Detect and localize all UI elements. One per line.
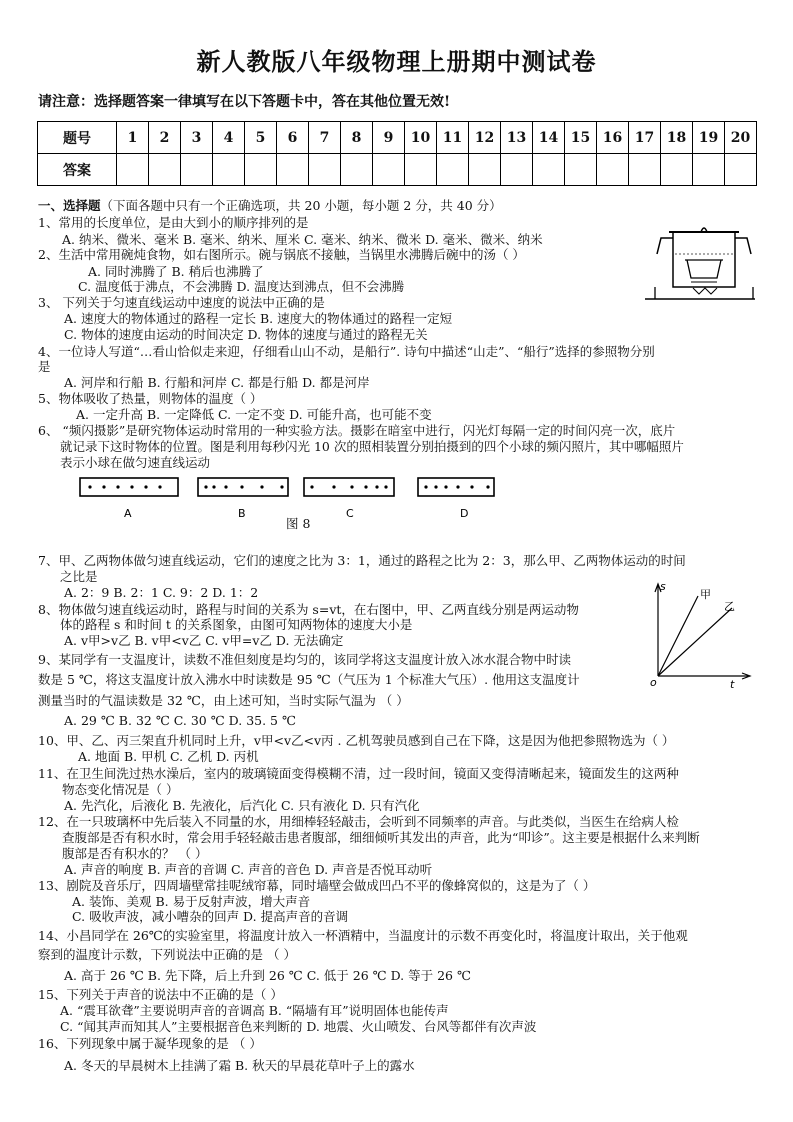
section-instruction: （下面各题中只有一个正确选项，共 20 小题，每小题 2 分，共 40 分） bbox=[100, 198, 502, 213]
answer-cell[interactable] bbox=[181, 154, 213, 186]
row-label-number: 题号 bbox=[38, 122, 117, 154]
answer-cell[interactable] bbox=[597, 154, 629, 186]
question-11-cont: 物态变化情况是（ ） bbox=[62, 782, 179, 797]
question-number-cell: 16 bbox=[597, 122, 629, 154]
strobe-photo-c bbox=[304, 478, 394, 496]
question-15-options-ab: A. “震耳欲聋”主要说明声音的音调高 B. “隔墙有耳”说明固体也能传声 bbox=[60, 1003, 449, 1018]
question-13: 13、剧院及音乐厅，四周墙壁常挂呢绒帘幕，同时墙壁会做成凹凸不平的像蜂窝似的，这是为了（ ） bbox=[38, 878, 596, 893]
question-10-options: A. 地面 B. 甲机 C. 乙机 D. 丙机 bbox=[78, 749, 259, 764]
question-7: 7、甲、乙两物体做匀速直线运动，它们的速度之比为 3：1，通过的路程之比为 2：3，那么甲、乙两物体运动的时间 bbox=[38, 553, 686, 568]
question-number-cell: 17 bbox=[629, 122, 661, 154]
question-16: 16、下列现象中属于凝华现象的是 （ ） bbox=[38, 1036, 262, 1051]
question-13-options-cd: C. 吸收声波，减小嘈杂的回声 D. 提高声音的音调 bbox=[72, 909, 349, 924]
figure-8-caption: 图 8 bbox=[286, 516, 311, 531]
question-4: 4、一位诗人写道“…看山恰似走来迎，仔细看山山不动，是船行”. 诗句中描述“山走”、“船行”选择的参照物分别 bbox=[38, 344, 655, 359]
question-4-options: A. 河岸和行船 B. 行船和河岸 C. 都是行船 D. 都是河岸 bbox=[64, 375, 370, 390]
question-number-cell: 8 bbox=[341, 122, 373, 154]
question-6-cont1: 就记录下这时物体的位置。图是利用每秒闪光 10 次的照相装置分别拍摄到的四个小球的频闪照片，其中哪幅照片 bbox=[60, 439, 684, 454]
answer-sheet-answer-row bbox=[38, 154, 757, 186]
graph-yi-label: 乙 bbox=[724, 600, 735, 613]
question-number-cell: 10 bbox=[405, 122, 437, 154]
answer-cell[interactable] bbox=[373, 154, 405, 186]
section-heading bbox=[38, 196, 502, 214]
question-3: 3、 下列关于匀速直线运动中速度的说法中正确的是 bbox=[38, 295, 325, 310]
question-12-cont2: 腹部是否有积水的？ （ ） bbox=[62, 846, 208, 861]
question-6-cont2: 表示小球在做匀速直线运动 bbox=[60, 455, 211, 470]
question-14-cont: 察到的温度计示数，下列说法中正确的是 （ ） bbox=[38, 947, 296, 962]
graph-line-jia bbox=[658, 596, 698, 676]
answer-cell[interactable] bbox=[117, 154, 149, 186]
question-number-cell: 19 bbox=[693, 122, 725, 154]
answer-cell[interactable] bbox=[309, 154, 341, 186]
graph-origin-label: o bbox=[650, 676, 657, 689]
question-number-cell: 6 bbox=[277, 122, 309, 154]
question-14-options: A. 高于 26 ℃ B. 先下降，后上升到 26 ℃ C. 低于 26 ℃ D. 等于 26 ℃ bbox=[64, 968, 471, 983]
question-number-cell: 12 bbox=[469, 122, 501, 154]
answer-cell[interactable] bbox=[149, 154, 181, 186]
strobe-photo-a bbox=[80, 478, 178, 496]
question-11-options: A. 先汽化，后液化 B. 先液化，后汽化 C. 只有液化 D. 只有汽化 bbox=[64, 798, 420, 813]
question-number-cell: 13 bbox=[501, 122, 533, 154]
row-label-answer: 答案 bbox=[38, 154, 117, 186]
distance-time-graph bbox=[648, 578, 768, 690]
cooking-pot-figure bbox=[645, 224, 765, 308]
question-6: 6、 “频闪摄影”是研究物体运动时常用的一种实验方法。摄影在暗室中进行，闪光灯每隔一定的时间闪亮一次，底片 bbox=[38, 423, 676, 438]
answer-cell[interactable] bbox=[213, 154, 245, 186]
answer-cell[interactable] bbox=[245, 154, 277, 186]
question-5: 5、物体吸收了热量，则物体的温度（ ） bbox=[38, 391, 263, 406]
question-13-options-ab: A. 装饰、美观 B. 易于反射声波，增大声音 bbox=[72, 894, 311, 909]
section-title: 一、选择题 bbox=[38, 198, 101, 213]
question-5-options: A. 一定升高 B. 一定降低 C. 一定不变 D. 可能升高，也可能不变 bbox=[76, 407, 432, 422]
answer-cell[interactable] bbox=[341, 154, 373, 186]
question-number-cell: 14 bbox=[533, 122, 565, 154]
answer-cell[interactable] bbox=[661, 154, 693, 186]
answer-sheet-table bbox=[37, 121, 757, 186]
question-number-cell: 2 bbox=[149, 122, 181, 154]
question-15-options-cd: C. “闻其声而知其人”主要根据音色来判断的 D. 地震、火山喷发、台风等都伴有次声波 bbox=[60, 1019, 537, 1034]
question-16-options: A. 冬天的早晨树木上挂满了霜 B. 秋天的早晨花草叶子上的露水 bbox=[64, 1058, 415, 1073]
answer-cell[interactable] bbox=[437, 154, 469, 186]
answer-cell[interactable] bbox=[469, 154, 501, 186]
answer-sheet-number-row bbox=[38, 122, 757, 154]
question-number-cell: 7 bbox=[309, 122, 341, 154]
question-12-options: A. 声音的响度 B. 声音的音调 C. 声音的音色 D. 声音是否悦耳动听 bbox=[64, 862, 433, 877]
answer-cell[interactable] bbox=[405, 154, 437, 186]
strobe-photo-b bbox=[198, 478, 288, 496]
question-7-cont: 之比是 bbox=[60, 569, 98, 584]
strobe-photo-d bbox=[418, 478, 494, 496]
answer-cell[interactable] bbox=[693, 154, 725, 186]
graph-jia-label: 甲 bbox=[700, 588, 711, 601]
question-1-options: A. 纳米、微米、毫米 B. 毫米、纳米、厘米 C. 毫米、纳米、微米 D. 毫米、微米、纳米 bbox=[62, 232, 543, 247]
answer-cell[interactable] bbox=[501, 154, 533, 186]
question-3-options-cd: C. 物体的速度由运动的时间决定 D. 物体的速度与通过的路程无关 bbox=[64, 327, 428, 342]
question-2-options-cd: C. 温度低于沸点，不会沸腾 D. 温度达到沸点，但不会沸腾 bbox=[78, 279, 405, 294]
question-number-cell: 18 bbox=[661, 122, 693, 154]
page-title: 新人教版八年级物理上册期中测试卷 bbox=[196, 47, 597, 76]
graph-t-axis-label: t bbox=[730, 678, 735, 691]
question-8-cont: 体的路程 s 和时间 t 的关系图象，由图可知两物体的速度大小是 bbox=[60, 617, 413, 632]
question-8-options: A. v甲>v乙 B. v甲<v乙 C. v甲=v乙 D. 无法确定 bbox=[64, 633, 344, 648]
question-9-options: A. 29 ℃ B. 32 ℃ C. 30 ℃ D. 35. 5 ℃ bbox=[64, 713, 296, 728]
question-3-options-ab: A. 速度大的物体通过的路程一定长 B. 速度大的物体通过的路程一定短 bbox=[64, 311, 453, 326]
question-number-cell: 4 bbox=[213, 122, 245, 154]
question-2-options-ab: A. 同时沸腾了 B. 稍后也沸腾了 bbox=[88, 264, 264, 279]
question-9: 9、某同学有一支温度计，读数不准但刻度是均匀的，该同学将这支温度计放入冰水混合物中时读 bbox=[38, 652, 571, 667]
answer-cell[interactable] bbox=[725, 154, 757, 186]
answer-cell[interactable] bbox=[565, 154, 597, 186]
answer-cell[interactable] bbox=[277, 154, 309, 186]
question-number-cell: 1 bbox=[117, 122, 149, 154]
strobe-label-c: C bbox=[346, 507, 354, 520]
answer-cell[interactable] bbox=[629, 154, 661, 186]
question-15: 15、下列关于声音的说法中不正确的是（ ） bbox=[38, 987, 283, 1002]
question-number-cell: 11 bbox=[437, 122, 469, 154]
question-2: 2、生活中常用碗炖食物，如右图所示。碗与锅底不接触，当锅里水沸腾后碗中的汤（ ） bbox=[38, 247, 525, 262]
graph-s-axis-label: s bbox=[660, 580, 666, 593]
question-7-options: A. 2：9 B. 2：1 C. 9：2 D. 1：2 bbox=[64, 585, 259, 600]
question-12-cont1: 查腹部是否有积水时，常会用手轻轻敲击患者腹部，细细倾听其发出的声音，此为“叩诊”。这主要是根据什么来判断 bbox=[62, 830, 700, 845]
graph-line-yi bbox=[658, 608, 732, 676]
question-1: 1、常用的长度单位，是由大到小的顺序排列的是 bbox=[38, 215, 309, 230]
answer-notice: 请注意：选择题答案一律填写在以下答题卡中，答在其他位置无效! bbox=[38, 94, 451, 110]
question-12: 12、在一只玻璃杯中先后装入不同量的水，用细棒轻轻敲击，会听到不同频率的声音。与此类似，当医生在给病人检 bbox=[38, 814, 679, 829]
question-11: 11、在卫生间洗过热水澡后，室内的玻璃镜面变得模糊不清，过一段时间，镜面又变得清晰起来，镜面发生的这两种 bbox=[38, 766, 679, 781]
question-8: 8、物体做匀速直线运动时，路程与时间的关系为 s=vt，在右图中，甲、乙两直线分别是两运动物 bbox=[38, 602, 579, 617]
question-14: 14、小昌同学在 26℃的实验室里，将温度计放入一杯酒精中，当温度计的示数不再变化时，将温度计取出，关于他观 bbox=[38, 928, 688, 943]
question-number-cell: 15 bbox=[565, 122, 597, 154]
question-number-cell: 20 bbox=[725, 122, 757, 154]
strobe-label-a: A bbox=[124, 507, 132, 520]
question-number-cell: 9 bbox=[373, 122, 405, 154]
question-number-cell: 3 bbox=[181, 122, 213, 154]
question-9-cont2: 测量当时的气温读数是 32 ℃，由上述可知，当时实际气温为 （ ） bbox=[38, 693, 409, 708]
question-10: 10、甲、乙、丙三架直升机同时上升，v甲<v乙<v丙 . 乙机驾驶员感到自己在下降，这是因为他把参照物选为（ ） bbox=[38, 733, 675, 748]
answer-cell[interactable] bbox=[533, 154, 565, 186]
question-9-cont1: 数是 5 ℃，将这支温度计放入沸水中时读数是 95 ℃（气压为 1 个标准大气压）. 他用这支温度计 bbox=[38, 672, 580, 687]
question-4-cont: 是 bbox=[38, 359, 51, 374]
strobe-label-b: B bbox=[238, 507, 246, 520]
strobe-label-d: D bbox=[460, 507, 469, 520]
question-number-cell: 5 bbox=[245, 122, 277, 154]
